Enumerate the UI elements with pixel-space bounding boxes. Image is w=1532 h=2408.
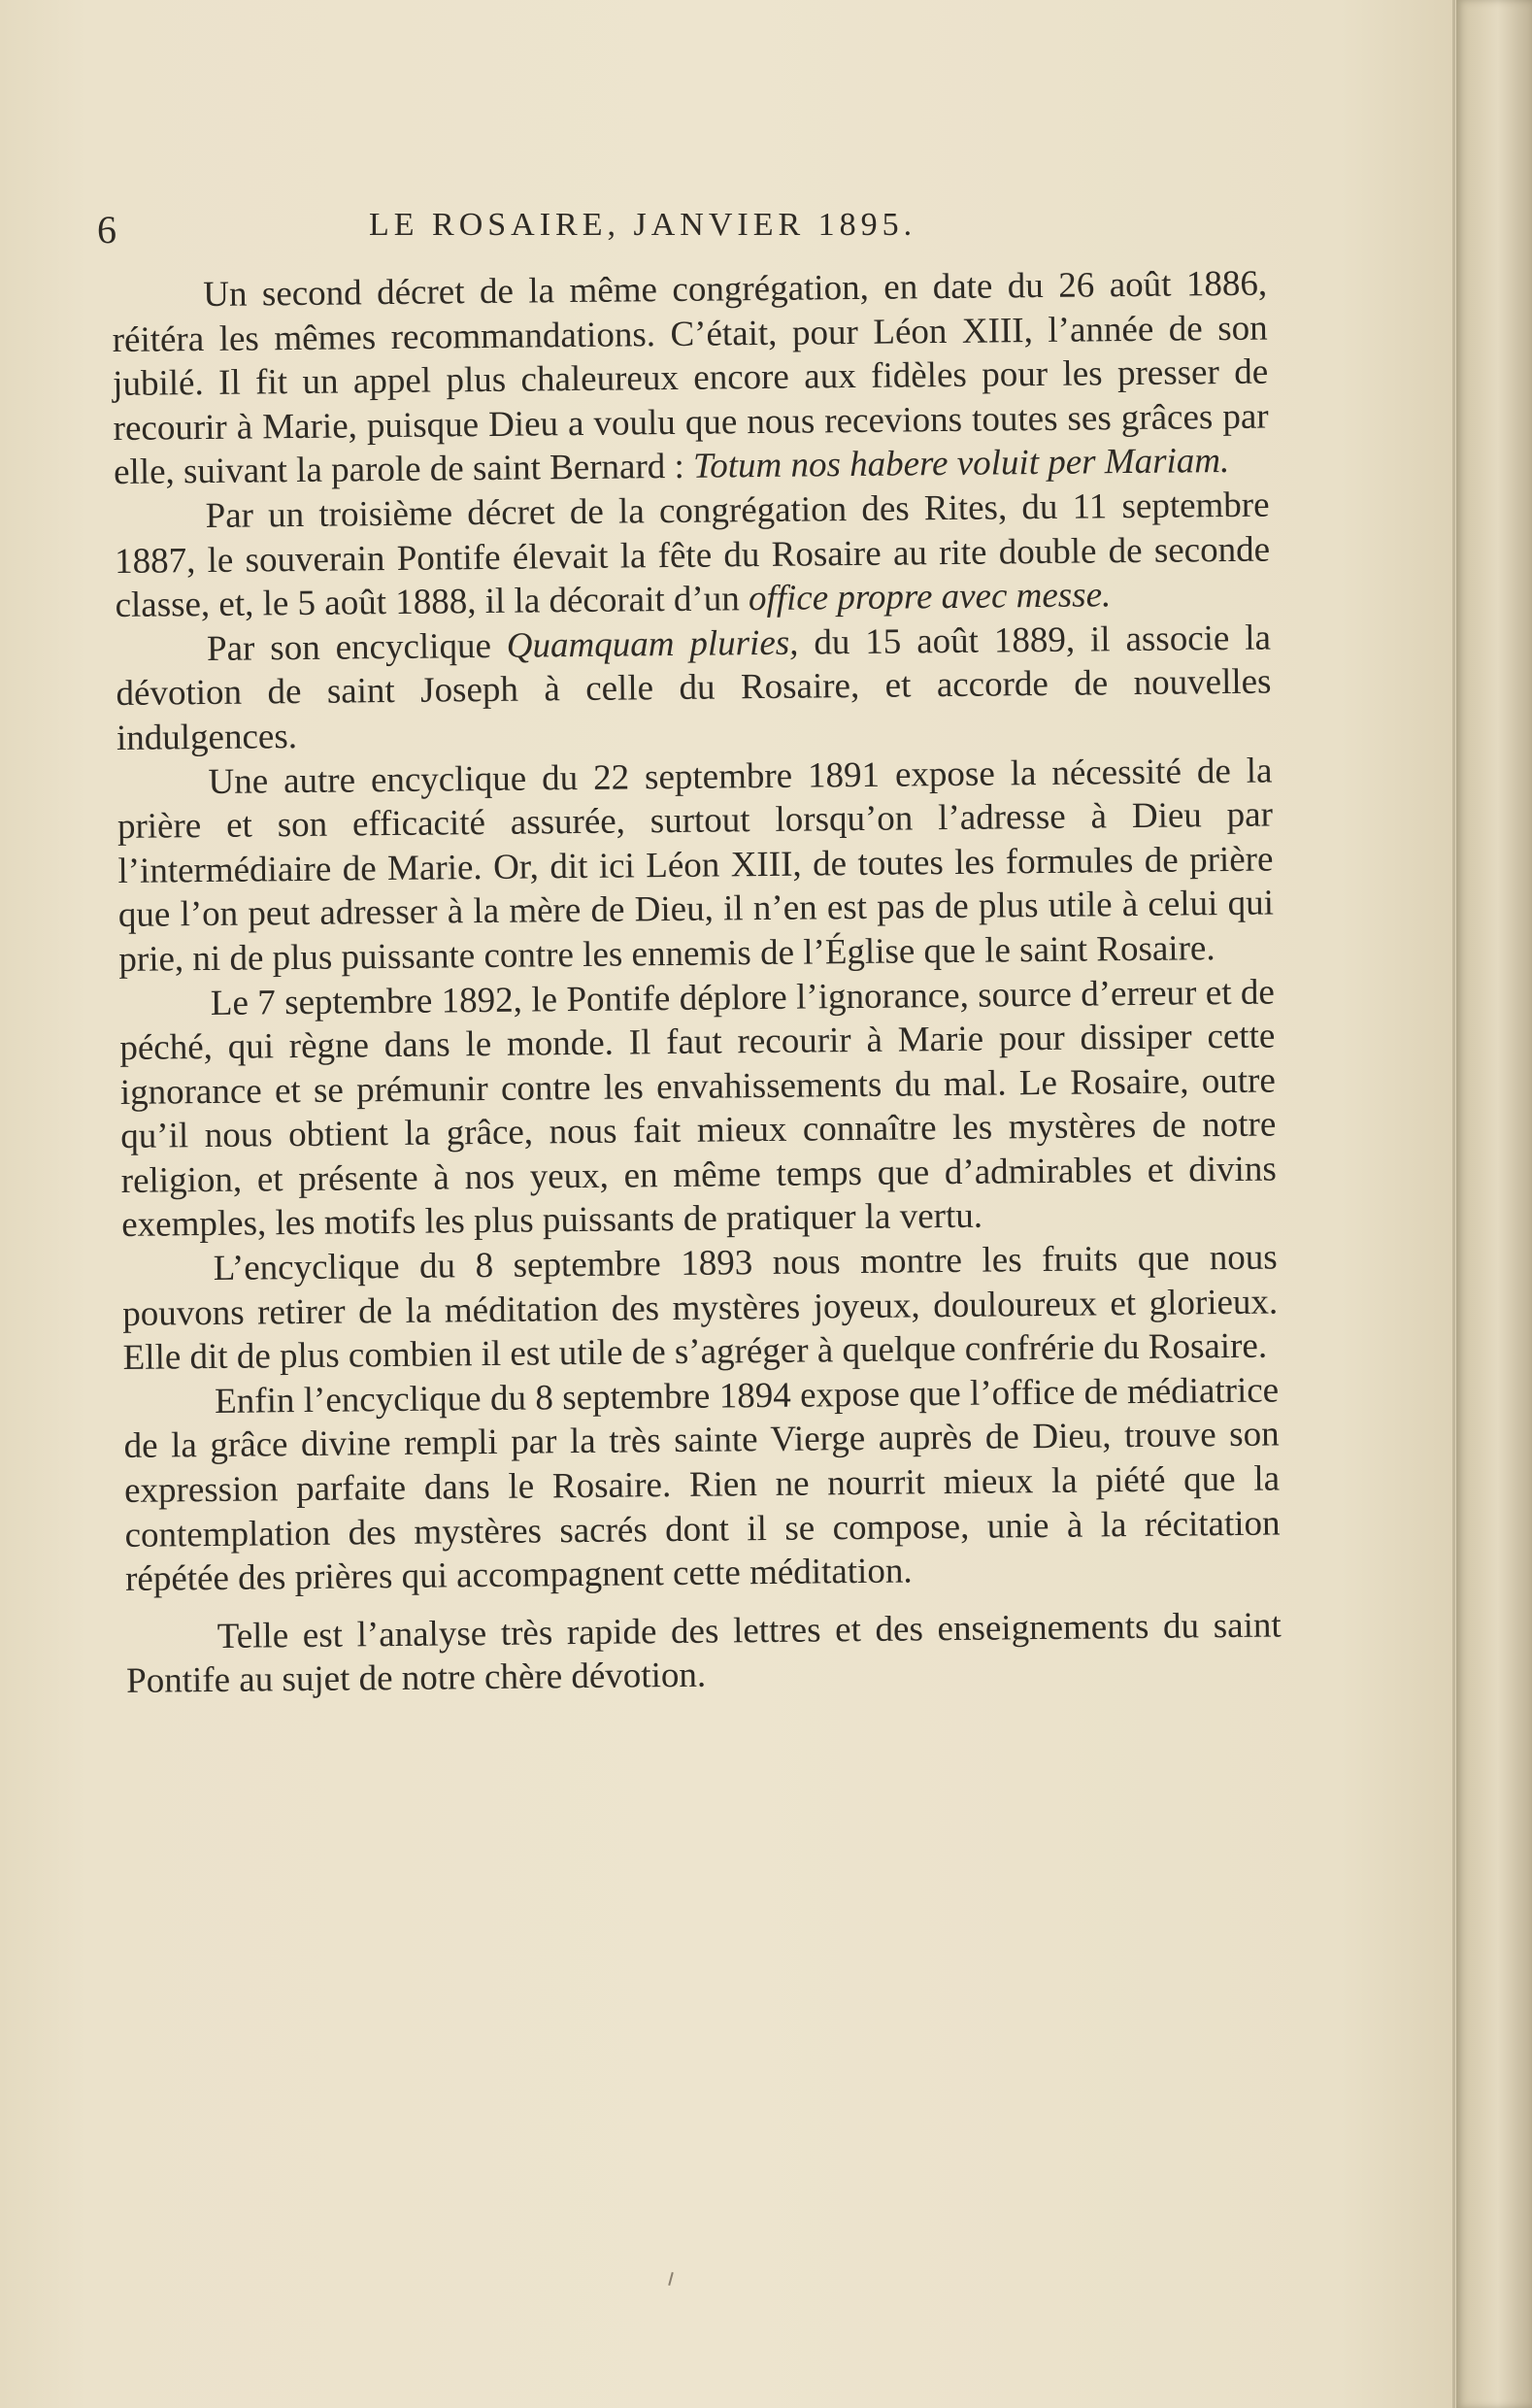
running-head: LE ROSAIRE, JANVIER 1895. [369, 207, 917, 243]
italic-phrase: office propre avec messe. [748, 575, 1112, 619]
page-header [97, 199, 1262, 257]
body-text [112, 262, 1282, 1704]
page-edge [1452, 0, 1455, 2408]
paragraph-2: Par un troisième décret de la congrégation des Rites, du 11 septembre 1887, le souverain Pontife élevait la fête du Rosaire au rite double de seconde classe, et, le 5 août 1888, il la décorait d’un office propre avec messe. [114, 485, 1271, 626]
paragraph-5: Le 7 septembre 1892, le Pontife déplore l’ignorance, source d’erreur et de péché, qui règne dans le monde. Il faut recourir à Marie pour dissiper cette ignorance et se prémunir contre les envahissements du mal. Le Rosaire, outre qu’il nous obtient la grâce, nous fait mieux connaître les mystères de notre religion, et présente à nos yeux, en même temps que d’admirables et divins exemples, les motifs les plus puissants de pratiquer la vertu. [119, 971, 1277, 1246]
latin-quote: Totum nos habere voluit per Mariam. [692, 441, 1230, 487]
book-spine [1456, 0, 1532, 2408]
paragraph-3: Par son encyclique Quamquam pluries, du 15 août 1889, il associe la dévotion de saint Joseph à celle du Rosaire, et accorde de nouvelles indulgences. [116, 618, 1272, 758]
paragraph-4: Une autre encyclique du 22 septembre 1891 expose la nécessité de la prière et son efficacité assurée, surtout lorsqu’on l’adresse à Dieu par l’intermédiaire de Marie. Or, dit ici Léon XIII, de toutes les formules de prière que l’on peut adresser à la mère de Dieu, il n’en est pas de plus utile à celui qui prie, ni de plus puissante contre les ennemis de l’Église que le saint Rosaire. [117, 751, 1275, 980]
page-number: 6 [97, 208, 117, 251]
paragraph-7: Enfin l’encyclique du 8 septembre 1894 expose que l’office de médiatrice de la grâce divine rempli par la très sainte Vierge auprès de Dieu, trouve son expression parfaite dans le Rosaire. Rien ne nourrit mieux la piété que la contemplation des mystères sacrés dont il se compose, unie à la récitation répétée des prières qui accompagnent cette méditation. [123, 1370, 1281, 1600]
paper-speck [668, 2272, 674, 2286]
paragraph-1: Un second décret de la même congrégation, en date du 26 août 1886, réitéra les mêmes recommandations. C’était, pour Léon XIII, l’année de son jubilé. Il fit un appel plus chaleureux encore aux fidèles pour les presser de recourir à Marie, puisque Dieu a voulu que nous recevions toutes ses grâces par elle, suivant la parole de saint Bernard : Totum nos habere voluit per Mariam. [112, 263, 1269, 493]
paragraph-8: Telle est l’analyse très rapide des lettres et des enseignements du saint Pontife au sujet de notre chère dévotion. [125, 1605, 1282, 1702]
encyclical-title: Quamquam pluries, [506, 622, 799, 666]
paragraph-6: L’encyclique du 8 septembre 1893 nous montre les fruits que nous pouvons retirer de la méditation des mystères joyeux, douloureux et glorieux. Elle dit de plus combien il est utile de s’agréger à quelque confrérie du Rosaire. [122, 1237, 1279, 1379]
